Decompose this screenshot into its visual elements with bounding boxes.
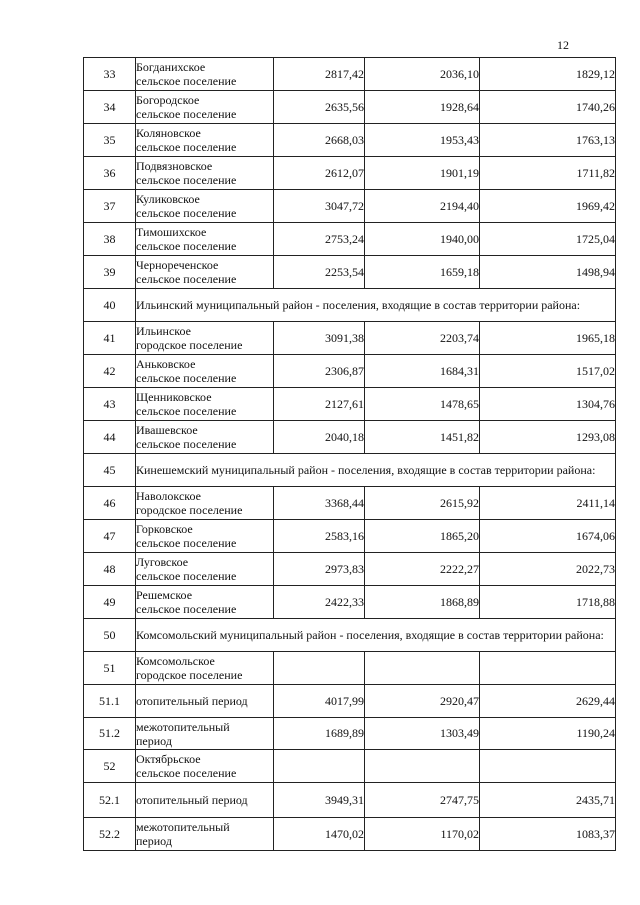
- tariff-table: [83, 57, 616, 851]
- value-cell-1: 2635,56: [274, 91, 365, 124]
- table-row: [84, 652, 616, 685]
- district-row: [84, 289, 616, 322]
- settlement-name-line1: межотопительный: [136, 719, 230, 734]
- settlement-name: [136, 652, 274, 685]
- page-number: 12: [557, 38, 569, 52]
- district-row: [84, 619, 616, 652]
- table-row: [84, 157, 616, 190]
- value-cell-2: 2194,40: [365, 190, 480, 223]
- row-number: 42: [84, 355, 136, 388]
- value-cell-2: 1928,64: [365, 91, 480, 124]
- settlement-name: [136, 355, 274, 388]
- value-cell-2: 1868,89: [365, 586, 480, 619]
- value-cell-1: 2668,03: [274, 124, 365, 157]
- table-row: [84, 818, 616, 851]
- table-row: [84, 421, 616, 454]
- value-cell-1: 2612,07: [274, 157, 365, 190]
- row-number: 33: [84, 58, 136, 91]
- table-row: [84, 124, 616, 157]
- value-cell-2: 1478,65: [365, 388, 480, 421]
- settlement-name: [136, 553, 274, 586]
- row-number: 48: [84, 553, 136, 586]
- row-number: 52: [84, 750, 136, 783]
- value-cell-1: 2040,18: [274, 421, 365, 454]
- settlement-name-line1: Щенниковское: [136, 390, 212, 404]
- value-cell-2: 2036,10: [365, 58, 480, 91]
- value-cell-1: 3949,31: [274, 783, 365, 818]
- row-number: 41: [84, 322, 136, 355]
- table-row: [84, 355, 616, 388]
- settlement-name: [136, 750, 274, 783]
- table-row: [84, 91, 616, 124]
- district-header: Кинешемский муниципальный район - поселения, входящие в состав территории района:: [136, 454, 616, 487]
- row-number: 47: [84, 520, 136, 553]
- settlement-name-line1: Наволокское: [136, 489, 201, 503]
- value-cell-3: 2411,14: [480, 487, 616, 520]
- value-cell-3: 1190,24: [480, 718, 616, 750]
- settlement-name-line2: сельское поселение: [136, 602, 237, 616]
- table-row: [84, 256, 616, 289]
- value-cell-2: 2222,27: [365, 553, 480, 586]
- value-cell-2: 2747,75: [365, 783, 480, 818]
- value-cell-3: 1517,02: [480, 355, 616, 388]
- row-number: 52.1: [84, 783, 136, 818]
- row-number: 36: [84, 157, 136, 190]
- settlement-name-line2: сельское поселение: [136, 536, 237, 550]
- value-cell-2: 1940,00: [365, 223, 480, 256]
- value-cell-3: 1969,42: [480, 190, 616, 223]
- value-cell-3: 1965,18: [480, 322, 616, 355]
- value-cell-1: 1689,89: [274, 718, 365, 750]
- value-cell-1: 2973,83: [274, 553, 365, 586]
- value-cell-3: 1763,13: [480, 124, 616, 157]
- settlement-name-line1: Решемское: [136, 588, 193, 602]
- settlement-name-line1: Тимошихское: [136, 225, 207, 239]
- settlement-name: [136, 190, 274, 223]
- settlement-name: [136, 421, 274, 454]
- value-cell-2: [365, 652, 480, 685]
- row-number: 40: [84, 289, 136, 322]
- settlement-name-line2: сельское поселение: [136, 140, 237, 154]
- settlement-name: [136, 91, 274, 124]
- value-cell-1: 4017,99: [274, 685, 365, 718]
- value-cell-2: 2615,92: [365, 487, 480, 520]
- table-row: [84, 783, 616, 818]
- value-cell-2: 1953,43: [365, 124, 480, 157]
- settlement-name: [136, 520, 274, 553]
- table-row: [84, 58, 616, 91]
- value-cell-2: 2203,74: [365, 322, 480, 355]
- row-number: 51.1: [84, 685, 136, 718]
- settlement-name-line2: городское поселение: [136, 338, 243, 352]
- value-cell-1: 2753,24: [274, 223, 365, 256]
- row-number: 35: [84, 124, 136, 157]
- row-number: 46: [84, 487, 136, 520]
- value-cell-3: 1740,26: [480, 91, 616, 124]
- value-cell-2: 1170,02: [365, 818, 480, 851]
- settlement-name-line1: Луговское: [136, 555, 189, 569]
- row-number: 51: [84, 652, 136, 685]
- value-cell-1: 3047,72: [274, 190, 365, 223]
- settlement-name-line1: Куликовское: [136, 192, 200, 206]
- settlement-name: [136, 223, 274, 256]
- value-cell-1: 2127,61: [274, 388, 365, 421]
- value-cell-1: [274, 652, 365, 685]
- value-cell-2: 1865,20: [365, 520, 480, 553]
- settlement-name-line2: сельское поселение: [136, 766, 237, 780]
- value-cell-1: [274, 750, 365, 783]
- settlement-name-line1: Горковское: [136, 522, 193, 536]
- settlement-name-line2: сельское поселение: [136, 371, 237, 385]
- value-cell-1: 2422,33: [274, 586, 365, 619]
- settlement-name: [136, 685, 274, 718]
- settlement-name: [136, 388, 274, 421]
- value-cell-1: 3091,38: [274, 322, 365, 355]
- value-cell-1: 2583,16: [274, 520, 365, 553]
- table-row: [84, 388, 616, 421]
- settlement-name-line2: период: [136, 834, 172, 848]
- settlement-name-line1: Чернореченское: [136, 258, 219, 272]
- settlement-name-line2: городское поселение: [136, 668, 243, 682]
- settlement-name-line2: период: [136, 733, 172, 748]
- settlement-name: [136, 157, 274, 190]
- settlement-name-line2: сельское поселение: [136, 74, 237, 88]
- value-cell-3: 1725,04: [480, 223, 616, 256]
- settlement-name-line1: Комсомольское: [136, 654, 215, 668]
- row-number: 52.2: [84, 818, 136, 851]
- settlement-name: [136, 256, 274, 289]
- row-number: 45: [84, 454, 136, 487]
- settlement-name: [136, 322, 274, 355]
- value-cell-3: [480, 652, 616, 685]
- value-cell-3: 1718,88: [480, 586, 616, 619]
- settlement-name-line1: Аньковское: [136, 357, 196, 371]
- settlement-name-line1: Ильинское: [136, 324, 191, 338]
- settlement-name-line2: сельское поселение: [136, 107, 237, 121]
- settlement-name: [136, 124, 274, 157]
- value-cell-2: 1303,49: [365, 718, 480, 750]
- table-row: [84, 520, 616, 553]
- settlement-name-line2: сельское поселение: [136, 206, 237, 220]
- settlement-name: [136, 58, 274, 91]
- table-row: [84, 586, 616, 619]
- district-header: Ильинский муниципальный район - поселения, входящие в состав территории района:: [136, 289, 616, 322]
- value-cell-3: 1498,94: [480, 256, 616, 289]
- value-cell-1: 2253,54: [274, 256, 365, 289]
- settlement-name-line1: Коляновское: [136, 126, 201, 140]
- row-number: 34: [84, 91, 136, 124]
- value-cell-3: 1293,08: [480, 421, 616, 454]
- table-row: [84, 553, 616, 586]
- row-number: 38: [84, 223, 136, 256]
- table-row: [84, 718, 616, 750]
- value-cell-2: 1659,18: [365, 256, 480, 289]
- settlement-name-line: отопительный период: [136, 694, 248, 708]
- settlement-name: [136, 586, 274, 619]
- settlement-name-line1: межотопительный: [136, 820, 230, 834]
- value-cell-3: 1304,76: [480, 388, 616, 421]
- settlement-name-line: отопительный период: [136, 793, 248, 807]
- table-row: [84, 685, 616, 718]
- value-cell-1: 3368,44: [274, 487, 365, 520]
- value-cell-3: 1829,12: [480, 58, 616, 91]
- value-cell-2: 2920,47: [365, 685, 480, 718]
- settlement-name-line2: сельское поселение: [136, 272, 237, 286]
- settlement-name-line2: сельское поселение: [136, 239, 237, 253]
- settlement-name-line2: сельское поселение: [136, 437, 237, 451]
- table-body: [84, 58, 616, 851]
- value-cell-3: 2022,73: [480, 553, 616, 586]
- settlement-name: [136, 818, 274, 851]
- settlement-name-line2: сельское поселение: [136, 569, 237, 583]
- row-number: 49: [84, 586, 136, 619]
- value-cell-3: 1711,82: [480, 157, 616, 190]
- value-cell-2: [365, 750, 480, 783]
- table-row: [84, 487, 616, 520]
- value-cell-1: 2817,42: [274, 58, 365, 91]
- row-number: 44: [84, 421, 136, 454]
- value-cell-3: [480, 750, 616, 783]
- district-row: [84, 454, 616, 487]
- table-row: [84, 190, 616, 223]
- value-cell-3: 1083,37: [480, 818, 616, 851]
- settlement-name-line1: Богданихское: [136, 60, 206, 74]
- value-cell-1: 2306,87: [274, 355, 365, 388]
- row-number: 50: [84, 619, 136, 652]
- settlement-name-line1: Октябрьское: [136, 752, 201, 766]
- settlement-name-line2: сельское поселение: [136, 404, 237, 418]
- row-number: 39: [84, 256, 136, 289]
- settlement-name: [136, 718, 274, 750]
- district-header: Комсомольский муниципальный район - поселения, входящие в состав территории района:: [136, 619, 616, 652]
- settlement-name-line1: Подвязновское: [136, 159, 213, 173]
- row-number: 37: [84, 190, 136, 223]
- value-cell-2: 1684,31: [365, 355, 480, 388]
- value-cell-3: 2435,71: [480, 783, 616, 818]
- settlement-name: [136, 487, 274, 520]
- row-number: 43: [84, 388, 136, 421]
- table-row: [84, 223, 616, 256]
- value-cell-2: 1451,82: [365, 421, 480, 454]
- value-cell-1: 1470,02: [274, 818, 365, 851]
- settlement-name-line1: Богородское: [136, 93, 200, 107]
- row-number: 51.2: [84, 718, 136, 750]
- settlement-name-line2: сельское поселение: [136, 173, 237, 187]
- settlement-name-line1: Ивашевское: [136, 423, 198, 437]
- table-row: [84, 322, 616, 355]
- settlement-name-line2: городское поселение: [136, 503, 243, 517]
- settlement-name: [136, 783, 274, 818]
- table-row: [84, 750, 616, 783]
- value-cell-3: 2629,44: [480, 685, 616, 718]
- value-cell-2: 1901,19: [365, 157, 480, 190]
- value-cell-3: 1674,06: [480, 520, 616, 553]
